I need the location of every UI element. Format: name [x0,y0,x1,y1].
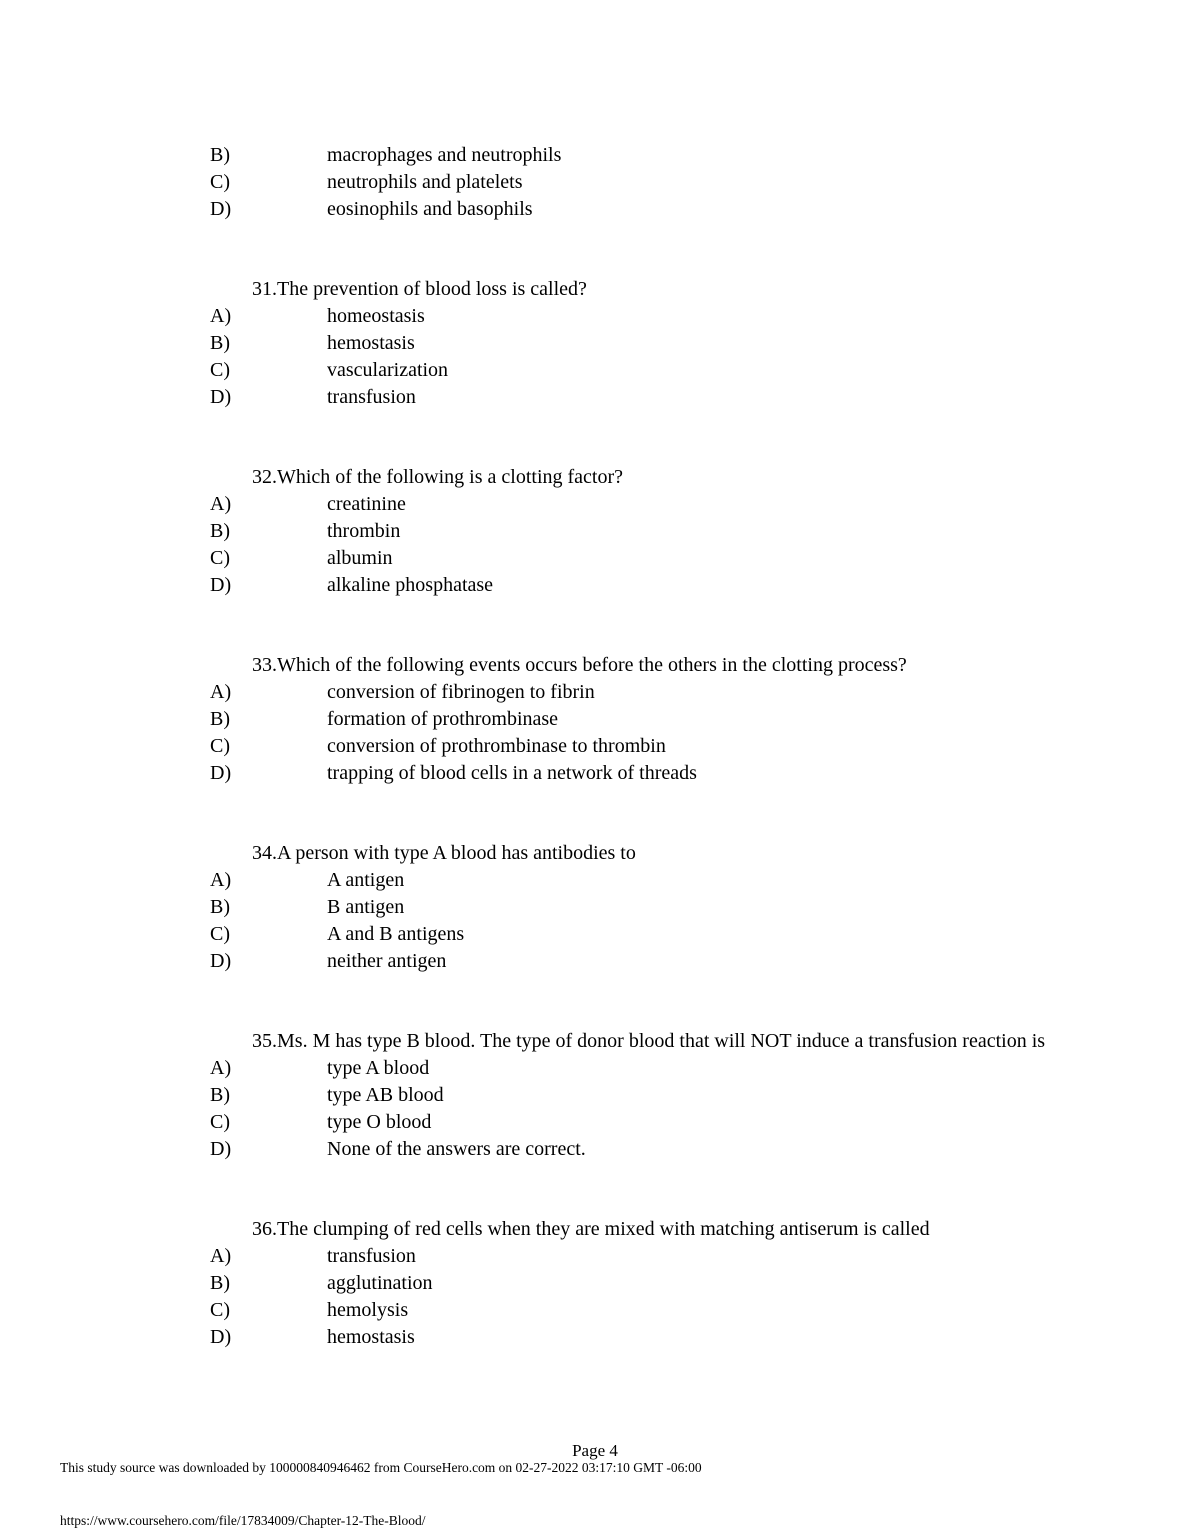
question-33 [0,652,1190,787]
answer-option [210,303,1190,330]
answer-option [210,867,1190,894]
option-letter: D) [210,386,232,408]
option-text: conversion of fibrinogen to fibrin [327,681,595,703]
answer-option [210,1243,1190,1270]
question-body: A person with type A blood has antibodies to [277,842,636,864]
option-text: thrombin [327,520,401,542]
question-text [252,1216,1135,1243]
answer-option [210,760,1190,787]
option-letter: C) [210,735,230,757]
answer-option [210,1324,1190,1351]
option-text: hemolysis [327,1299,409,1321]
option-letter: D) [210,762,232,784]
option-text: hemostasis [327,1326,415,1348]
answer-option [210,733,1190,760]
answer-option [210,921,1190,948]
option-text: transfusion [327,386,416,408]
option-letter: C) [210,1111,230,1133]
question-options-continued [0,142,1190,223]
option-text: A antigen [327,869,405,891]
option-text: hemostasis [327,332,415,354]
answer-option [210,572,1190,599]
option-text: agglutination [327,1272,433,1294]
option-letter: C) [210,171,230,193]
option-text: albumin [327,547,393,569]
page-number: Page 4 [572,1441,618,1460]
option-letter: B) [210,332,230,354]
option-text: vascularization [327,359,449,381]
answer-option [210,518,1190,545]
option-letter: B) [210,708,230,730]
option-letter: D) [210,1326,232,1348]
option-text: type A blood [327,1057,430,1079]
option-letter: C) [210,1299,230,1321]
question-34 [0,840,1190,975]
option-text: neutrophils and platelets [327,171,523,193]
question-number: 33. [252,654,277,676]
option-letter: B) [210,1084,230,1106]
option-text: A and B antigens [327,923,465,945]
answer-option [210,706,1190,733]
answer-option [210,491,1190,518]
answer-option [210,384,1190,411]
question-body: Which of the following events occurs before the others in the clotting process? [277,654,907,676]
question-number: 31. [252,278,277,300]
option-text: eosinophils and basophils [327,198,533,220]
option-text: macrophages and neutrophils [327,144,562,166]
question-body: The prevention of blood loss is called? [277,278,587,300]
question-body: The clumping of red cells when they are mixed with matching antiserum is called [277,1218,930,1240]
option-text: creatinine [327,493,406,515]
option-text: conversion of prothrombinase to thrombin [327,735,666,757]
question-36 [0,1216,1190,1351]
question-32 [0,464,1190,599]
option-letter: B) [210,144,230,166]
option-letter: C) [210,547,230,569]
option-letter: D) [210,574,232,596]
document-page [0,142,1190,1351]
option-letter: C) [210,359,230,381]
answer-option [210,330,1190,357]
option-text: B antigen [327,896,405,918]
answer-option [210,894,1190,921]
option-letter: D) [210,1138,232,1160]
question-number: 36. [252,1218,277,1240]
question-text [252,464,1135,491]
answer-option [210,357,1190,384]
option-text: type AB blood [327,1084,444,1106]
option-letter: D) [210,198,232,220]
option-letter: A) [210,1245,232,1267]
source-url-link[interactable]: https://www.coursehero.com/file/17834009/Chapter-12-The-Blood/ [60,1513,426,1528]
option-text: neither antigen [327,950,447,972]
answer-option [210,142,1190,169]
question-number: 34. [252,842,277,864]
download-note: This study source was downloaded by 100000840946462 from CourseHero.com on 02-27-2022 03:17:10 GMT -06:00 [60,1460,702,1475]
question-number: 32. [252,466,277,488]
option-text: trapping of blood cells in a network of threads [327,762,697,784]
answer-option [210,169,1190,196]
option-letter: A) [210,1057,232,1079]
answer-option [210,1297,1190,1324]
question-body: Ms. M has type B blood. The type of donor blood that will NOT induce a transfusion reaction is [277,1030,1046,1052]
question-31 [0,276,1190,411]
option-letter: A) [210,493,232,515]
option-text: formation of prothrombinase [327,708,559,730]
option-text: homeostasis [327,305,425,327]
option-letter: A) [210,869,232,891]
answer-option [210,545,1190,572]
option-text: transfusion [327,1245,416,1267]
option-text: None of the answers are correct. [327,1138,586,1160]
option-letter: C) [210,923,230,945]
answer-option [210,196,1190,223]
question-text [252,276,1135,303]
answer-option [210,1270,1190,1297]
option-text: type O blood [327,1111,432,1133]
answer-option [210,679,1190,706]
question-text [252,840,1135,867]
answer-option [210,1136,1190,1163]
question-text [252,1028,1135,1055]
answer-option [210,1082,1190,1109]
question-35 [0,1028,1190,1163]
option-letter: B) [210,1272,230,1294]
option-letter: D) [210,950,232,972]
question-text [252,652,1135,679]
option-letter: B) [210,520,230,542]
answer-option [210,1055,1190,1082]
question-number: 35. [252,1030,277,1052]
option-text: alkaline phosphatase [327,574,494,596]
option-letter: A) [210,681,232,703]
question-body: Which of the following is a clotting factor? [277,466,624,488]
option-letter: A) [210,305,232,327]
answer-option [210,948,1190,975]
answer-option [210,1109,1190,1136]
option-letter: B) [210,896,230,918]
